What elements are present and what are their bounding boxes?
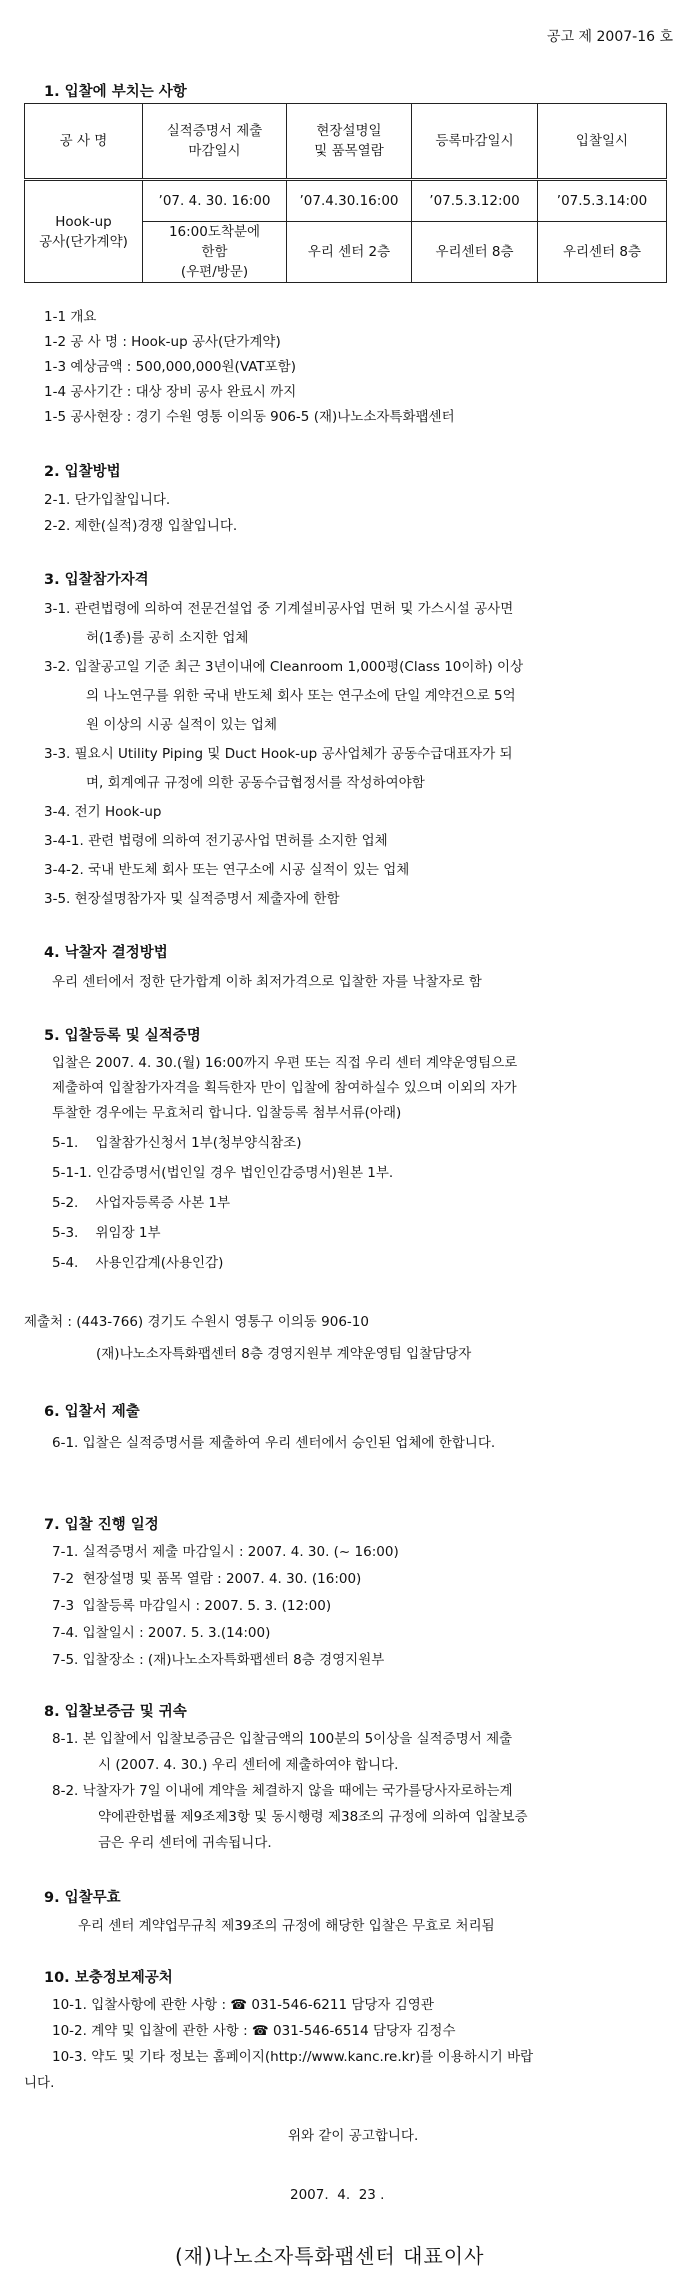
text-line: 5-1-1. 인감증명서(법인일 경우 법인인감증명서)원본 1부. [52,1165,394,1181]
text-line: 2-1. 단가입찰입니다. [44,492,171,508]
text-line: 8-2. 낙찰자가 7일 이내에 계약을 체결하지 않을 때에는 국가를당사자로하는계 [52,1783,513,1799]
text-line: 금은 우리 센터에 귀속됩니다. [98,1835,272,1851]
text-line: 1-1 개요 [44,309,97,325]
section-2-title: 2. 입찰방법 [44,464,121,480]
project-cell: Hook-up 공사(단가계약) [25,180,143,283]
header-performance-deadline: 실적증명서 제출 마감일시 [143,104,287,180]
text-line: 3-4. 전기 Hook-up [44,804,162,820]
text-line: 약에관한법률 제9조제3항 및 동시행령 제38조의 규정에 의하여 입찰보증 [98,1809,528,1825]
section-1-title: 1. 입찰에 부치는 사항 [44,84,187,100]
table-cell: ’07.4.30.16:00 [287,180,412,222]
table-cell: ’07.5.3.14:00 [538,180,667,222]
table-cell: 우리 센터 2층 [287,222,412,283]
section-5-title: 5. 입찰등록 및 실적증명 [44,1028,201,1044]
section-9-title: 9. 입찰무효 [44,1890,121,1906]
text-line: 입찰은 2007. 4. 30.(월) 16:00까지 우편 또는 직접 우리 센터 계약운영팀으로 [52,1055,518,1071]
text-line: 10-3. 약도 및 기타 정보는 홈페이지(http://www.kanc.re.kr)를 이용하시기 바랍 [52,2049,534,2065]
table-header-row [25,104,667,180]
text-line: 3-4-2. 국내 반도체 회사 또는 연구소에 시공 실적이 있는 업체 [44,862,410,878]
header-registration-deadline: 등록마감일시 [412,104,538,180]
table-cell: 우리센터 8층 [538,222,667,283]
text-line: 2-2. 제한(실적)경쟁 입찰입니다. [44,518,238,534]
text-line: 5-4. 사용인감계(사용인감) [52,1255,224,1271]
header-project-name: 공 사 명 [25,104,143,180]
text-line: 10-2. 계약 및 입찰에 관한 사항 : ☎ 031-546-6514 담당자 김정수 [52,2023,456,2039]
text-line: 7-4. 입찰일시 : 2007. 5. 3.(14:00) [52,1625,271,1641]
section-6-title: 6. 입찰서 제출 [44,1404,140,1420]
text-line: 5-3. 위임장 1부 [52,1225,161,1241]
text-line: 1-2 공 사 명 : Hook-up 공사(단가계약) [44,334,281,350]
section-7-title: 7. 입찰 진행 일정 [44,1517,159,1533]
text-line: 원 이상의 시공 실적이 있는 업체 [86,717,277,733]
table-cell: 우리센터 8층 [412,222,538,283]
table-row [25,180,667,222]
text-line: 제출하여 입찰참가자격을 획득한자 만이 입찰에 참여하실수 있으며 이외의 자가 [52,1080,517,1096]
text-line: 1-3 예상금액 : 500,000,000원(VAT포함) [44,359,296,375]
text-line: 3-2. 입찰공고일 기준 최근 3년이내에 Cleanroom 1,000평(Class 10이하) 이상 [44,659,524,675]
text-line: 6-1. 입찰은 실적증명서를 제출하여 우리 센터에서 승인된 업체에 한합니다. [52,1435,496,1451]
schedule-table [24,103,667,283]
text-line: 3-1. 관련법령에 의하여 전문건설업 중 기계설비공사업 면허 및 가스시설 공사면 [44,601,514,617]
table-cell: 16:00도착분에 한함 (우편/방문) [143,222,287,283]
text-line: 시 (2007. 4. 30.) 우리 센터에 제출하여야 합니다. [98,1757,399,1773]
text-line: 1-5 공사현장 : 경기 수원 영통 이의동 906-5 (재)나노소자특화팹센터 [44,409,455,425]
section-3-title: 3. 입찰참가자격 [44,572,149,588]
text-line: 5-1. 입찰참가신청서 1부(청부양식참조) [52,1135,302,1151]
notice-date: 2007. 4. 23 . [290,2187,385,2203]
text-line: 7-2 현장설명 및 품목 열람 : 2007. 4. 30. (16:00) [52,1571,362,1587]
text-line: 의 나노연구를 위한 국내 반도체 회사 또는 연구소에 단일 계약건으로 5억 [86,688,516,704]
submission-address: 제출처 : (443-766) 경기도 수원시 영통구 이의동 906-10 [24,1314,369,1330]
closing-statement: 위와 같이 공고합니다. [288,2128,419,2144]
text-line: 8-1. 본 입찰에서 입찰보증금은 입찰금액의 100분의 5이상을 실적증명서 제출 [52,1731,513,1747]
text-line: 10-1. 입찰사항에 관한 사항 : ☎ 031-546-6211 담당자 김영관 [52,1997,434,2013]
text-line: 니다. [24,2075,55,2091]
section-8-title: 8. 입찰보증금 및 귀속 [44,1704,187,1720]
text-line: 5-2. 사업자등록증 사본 1부 [52,1195,231,1211]
section-4-title: 4. 낙찰자 결정방법 [44,945,168,961]
text-line: 우리 센터 계약업무규칙 제39조의 규정에 해당한 입찰은 무효로 처리됨 [78,1918,495,1934]
table-cell: ’07. 4. 30. 16:00 [143,180,287,222]
text-line: 3-4-1. 관련 법령에 의하여 전기공사업 면허를 소지한 업체 [44,833,388,849]
text-line: 1-4 공사기간 : 대상 장비 공사 완료시 까지 [44,384,297,400]
text-line: 3-5. 현장설명참가자 및 실적증명서 제출자에 한함 [44,891,340,907]
text-line: 3-3. 필요시 Utility Piping 및 Duct Hook-up 공사업체가 공동수급대표자가 되 [44,746,513,762]
table-cell: ’07.5.3.12:00 [412,180,538,222]
notice-number: 공고 제 2007-16 호 [547,29,673,45]
text-line: 투찰한 경우에는 무효처리 합니다. 입찰등록 첨부서류(아래) [52,1105,402,1121]
section-10-title: 10. 보충정보제공처 [44,1970,173,1986]
text-line: 7-5. 입찰장소 : (재)나노소자특화팹센터 8층 경영지원부 [52,1652,385,1668]
text-line: 우리 센터에서 정한 단가합계 이하 최저가격으로 입찰한 자를 낙찰자로 함 [52,974,482,990]
header-bid-date: 입찰일시 [538,104,667,180]
header-site-briefing: 현장설명일 및 품목열람 [287,104,412,180]
submission-recipient: (재)나노소자특화팹센터 8층 경영지원부 계약운영팀 입찰담당자 [96,1346,472,1362]
issuer-signature: (재)나노소자특화팹센터 대표이사 [175,2244,485,2268]
text-line: 며, 회계예규 규정에 의한 공동수급협정서를 작성하여야함 [86,775,425,791]
text-line: 7-1. 실적증명서 제출 마감일시 : 2007. 4. 30. (~ 16:00) [52,1544,399,1560]
text-line: 7-3 입찰등록 마감일시 : 2007. 5. 3. (12:00) [52,1598,332,1614]
text-line: 허(1종)를 공히 소지한 업체 [86,630,249,646]
